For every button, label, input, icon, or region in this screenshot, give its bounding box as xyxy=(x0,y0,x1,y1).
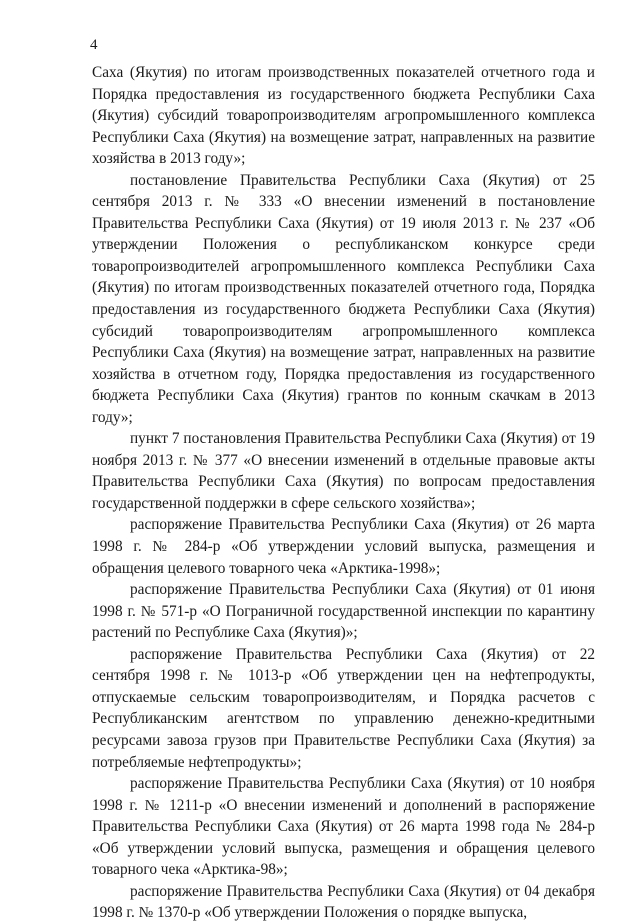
page-number: 4 xyxy=(90,37,98,53)
paragraph: распоряжение Правительства Республики Саха (Якутия) от 04 декабря 1998 г. № 1370-р «Об утверждении Положения о порядке выпуска, xyxy=(92,882,595,922)
paragraph: распоряжение Правительства Республики Саха (Якутия) от 10 ноября 1998 г. № 1211-р «О внесении изменений и дополнений в распоряжение Правительства Республики Саха (Якутия) от 26 марта 1998 года № 284-р «Об утверждении условий выпуска, размещения и обращения целевого товарного чека «Арктика-98»; xyxy=(92,775,595,879)
paragraph: распоряжение Правительства Республики Саха (Якутия) от 22 сентября 1998 г. № 1013-р «Об утверждении цен на нефтепродукты, отпускаемые сельским товаропроизводителям, и Порядка расчетов с Республиканским агентством по управлению денежно-кредитными ресурсами завоза грузов при Правительстве Республики Саха (Якутия) за потребляемые нефтепродукты»; xyxy=(92,645,595,771)
paragraph: пункт 7 постановления Правительства Республики Саха (Якутия) от 19 ноября 2013 г. № 377 «О внесении изменений в отдельные правовые акты Правительства Республики Саха (Якутия) по вопросам предоставления государственной поддержки в сфере сельского хозяйства»; xyxy=(92,430,595,512)
paragraph: постановление Правительства Республики Саха (Якутия) от 25 сентября 2013 г. № 333 «О внесении изменений в постановление Правительства Республики Саха (Якутия) от 19 июля 2013 г. № 237 «Об утверждении Положения о республиканском конкурсе среди товаропроизводителей агропромышленного комплекса Республики Саха (Якутия) по итогам производственных показателей отчетного года, Порядка предоставления из государственного бюджета Республики Саха (Якутия) субсидий товаропроизводителям агропромышленного комплекса Республики Саха (Якутия) на возмещение затрат, направленных на развитие хозяйства в отчетном году, Порядка предоставления из государственного бюджета Республики Саха (Якутия) грантов по конным скачкам в 2013 году»; xyxy=(92,171,595,426)
paragraph: распоряжение Правительства Республики Саха (Якутия) от 01 июня 1998 г. № 571-р «О Пограничной государственной инспекции по карантину растений по Республике Саха (Якутия)»; xyxy=(92,581,595,642)
paragraph: Саха (Якутия) по итогам производственных показателей отчетного года и Порядка предоставления из государственного бюджета Республики Саха (Якутия) субсидий товаропроизводителям агропромышленного комплекса Республики Саха (Якутия) на возмещение затрат, направленных на развитие хозяйства в 2013 году»; xyxy=(92,64,595,168)
document-body xyxy=(92,62,595,924)
paragraph: распоряжение Правительства Республики Саха (Якутия) от 26 марта 1998 г. № 284-р «Об утверждении условий выпуска, размещения и обращения целевого товарного чека «Арктика-1998»; xyxy=(92,516,595,577)
